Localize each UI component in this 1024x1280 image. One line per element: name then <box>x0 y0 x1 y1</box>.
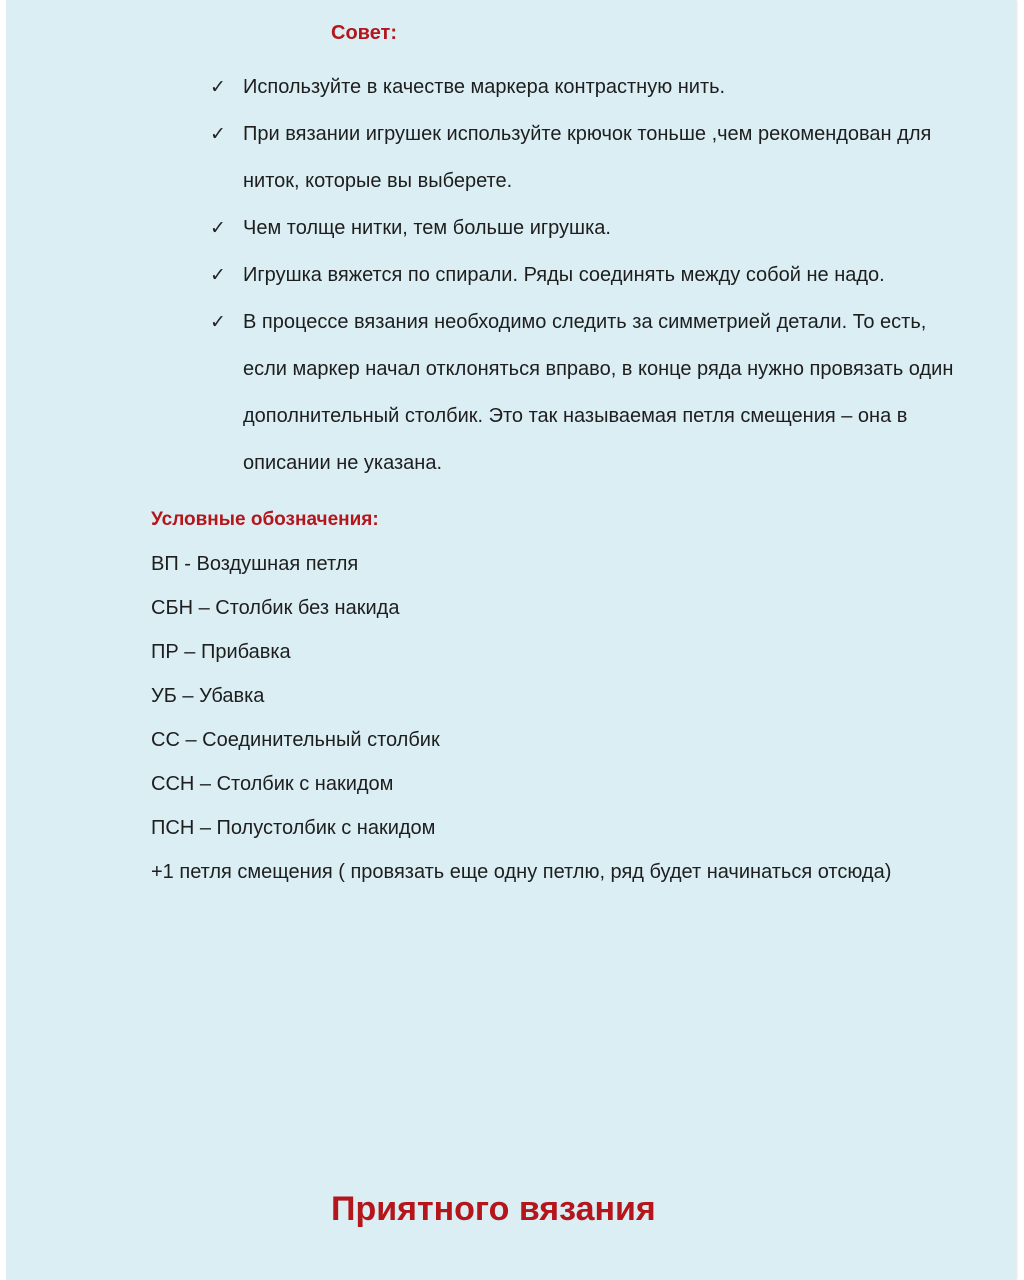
advice-item <box>210 111 970 205</box>
advice-list <box>210 64 970 487</box>
legend-heading: Условные обозначения: <box>151 509 379 530</box>
legend-item: ВП - Воздушная петля <box>151 553 359 575</box>
advice-item-text: Используйте в качестве маркера контрастную нить. <box>243 76 726 98</box>
advice-heading: Совет: <box>331 22 398 44</box>
legend-item: ПР – Прибавка <box>151 641 291 663</box>
legend-item: СБН – Столбик без накида <box>151 597 400 619</box>
advice-item <box>210 64 970 111</box>
advice-item-text: При вязании игрушек используйте крючок тоньше ,чем рекомендован для ниток, которые вы выберете. <box>243 123 932 192</box>
advice-item <box>210 299 970 487</box>
document-page <box>6 0 1016 1280</box>
checkmark-icon: ✓ <box>210 77 226 98</box>
closing-heading: Приятного вязания <box>331 1190 656 1228</box>
advice-item-text: Чем толще нитки, тем больше игрушка. <box>243 217 611 239</box>
legend-item: СС – Соединительный столбик <box>151 729 440 751</box>
legend-item: УБ – Убавка <box>151 685 265 707</box>
legend-item: ССН – Столбик с накидом <box>151 773 394 795</box>
advice-item <box>210 252 970 299</box>
advice-item <box>210 205 970 252</box>
checkmark-icon: ✓ <box>210 312 226 333</box>
legend-item: +1 петля смещения ( провязать еще одну петлю, ряд будет начинаться отсюда) <box>151 861 892 883</box>
legend-list <box>151 542 991 894</box>
checkmark-icon: ✓ <box>210 124 226 145</box>
checkmark-icon: ✓ <box>210 218 226 239</box>
advice-item-text: Игрушка вяжется по спирали. Ряды соединять между собой не надо. <box>243 264 885 286</box>
checkmark-icon: ✓ <box>210 265 226 286</box>
legend-item: ПСН – Полустолбик с накидом <box>151 817 436 839</box>
advice-item-text: В процессе вязания необходимо следить за симметрией детали. То есть, если маркер начал отклоняться вправо, в конце ряда нужно провязать один дополнительный столбик. Это так называемая петля смещения – она в описании не указана. <box>243 311 954 474</box>
